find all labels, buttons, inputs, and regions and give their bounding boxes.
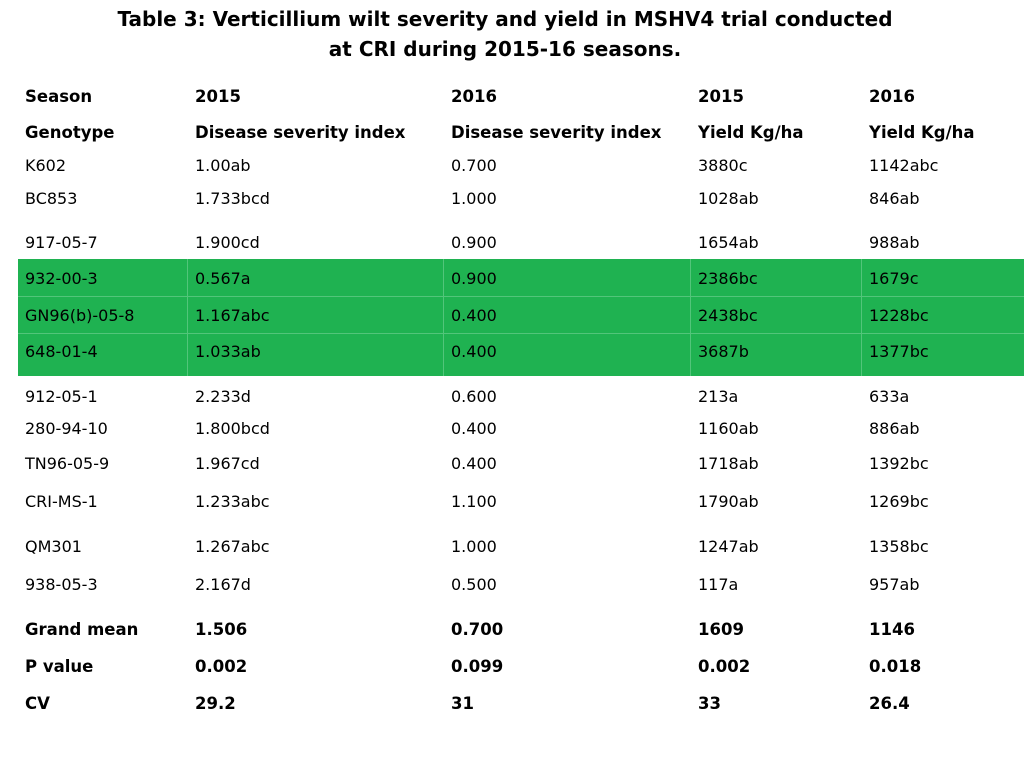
table-row [0,417,1024,441]
row-label: 932-00-3 [25,269,98,288]
table-cell: 1358bc [869,537,929,556]
summary-row [0,692,1024,716]
table-cell: 0.400 [451,306,497,325]
title-line-1: Table 3: Verticillium wilt severity and yield in MSHV4 trial conducted [117,7,893,31]
table-row [0,535,1024,559]
table-cell: 1609 [698,620,744,639]
table-cell: 1.267abc [195,537,270,556]
table-cell: 633a [869,387,910,406]
table-cell: 1.100 [451,492,497,511]
table-cell: 1146 [869,620,915,639]
table-cell: 1.900cd [195,233,260,252]
row-label: TN96-05-9 [25,454,110,473]
table-cell: 1.000 [451,537,497,556]
table-cell: 1718ab [698,454,759,473]
table-row [0,452,1024,476]
table-cell: 0.500 [451,575,497,594]
table-cell: 33 [698,694,721,713]
row-label: 938-05-3 [25,575,98,594]
table-cell: 0.018 [869,657,922,676]
row-label: GN96(b)-05-8 [25,306,135,325]
table-row [0,267,1024,291]
table-cell: 886ab [869,419,920,438]
row-label: 917-05-7 [25,233,98,252]
table-cell: 31 [451,694,474,713]
summary-row [0,618,1024,642]
table-cell: 1.506 [195,620,248,639]
table-cell: 0.099 [451,657,504,676]
table-cell: 2015 [698,87,744,106]
table-cell: 1.033ab [195,342,261,361]
table-cell: 0.900 [451,233,497,252]
table-cell: 1228bc [869,306,929,325]
table-cell: 0.002 [698,657,751,676]
table-row [0,573,1024,597]
row-label: QM301 [25,537,82,556]
table-cell: 2016 [451,87,497,106]
table-cell: 0.002 [195,657,248,676]
highlight-row-divider [18,296,1024,297]
table-cell: 0.400 [451,454,497,473]
table-row [0,154,1024,178]
table-cell: 1247ab [698,537,759,556]
row-label: CV [25,694,50,713]
row-label: Season [25,87,93,106]
row-label: P value [25,657,94,676]
table-row [0,187,1024,211]
table-title [0,4,1010,64]
table-cell: 2015 [195,87,241,106]
table-cell: 1377bc [869,342,929,361]
table-cell: 1790ab [698,492,759,511]
row-label: K602 [25,156,67,175]
row-label: BC853 [25,189,78,208]
row-label: Genotype [25,123,115,142]
title-line-2: at CRI during 2015-16 seasons. [328,37,682,61]
table-cell: 1.967cd [195,454,260,473]
table-cell: 1679c [869,269,919,288]
table-cell: 3880c [698,156,748,175]
table-cell: 1.167abc [195,306,270,325]
table-cell: 0.700 [451,620,504,639]
table-cell: Yield Kg/ha [698,123,804,142]
header-row [0,121,1024,145]
table-cell: 2386bc [698,269,758,288]
table-cell: 26.4 [869,694,910,713]
table-cell: 1392bc [869,454,929,473]
table-cell: 1142abc [869,156,939,175]
header-row [0,85,1024,109]
table-cell: 1269bc [869,492,929,511]
row-label: 280-94-10 [25,419,108,438]
table-cell: 3687b [698,342,749,361]
table-cell: 988ab [869,233,920,252]
table-cell: 2016 [869,87,915,106]
table-cell: 0.400 [451,342,497,361]
table-row [0,304,1024,328]
table-cell: 1.233abc [195,492,270,511]
row-label: 648-01-4 [25,342,98,361]
table-row [0,385,1024,409]
table-cell: 117a [698,575,739,594]
table-cell: 2.167d [195,575,251,594]
table-cell: 1.800bcd [195,419,270,438]
table-cell: 213a [698,387,739,406]
table-cell: 1160ab [698,419,759,438]
table-cell: 957ab [869,575,920,594]
table-cell: 0.700 [451,156,497,175]
row-label: CRI-MS-1 [25,492,98,511]
table-cell: 2.233d [195,387,251,406]
row-label: Grand mean [25,620,139,639]
row-label: 912-05-1 [25,387,98,406]
table-cell: 2438bc [698,306,758,325]
table-row [0,490,1024,514]
table-cell: Yield Kg/ha [869,123,975,142]
table-cell: 1.00ab [195,156,251,175]
table-cell: 1.733bcd [195,189,270,208]
summary-row [0,655,1024,679]
table-cell: 29.2 [195,694,236,713]
table-cell: 1654ab [698,233,759,252]
table-cell: 1028ab [698,189,759,208]
table-cell: 1.000 [451,189,497,208]
table-cell: 846ab [869,189,920,208]
table-row [0,340,1024,364]
table-cell: Disease severity index [195,123,406,142]
table-cell: 0.400 [451,419,497,438]
table-cell: 0.567a [195,269,251,288]
table-cell: Disease severity index [451,123,662,142]
highlight-row-divider [18,333,1024,334]
table-cell: 0.900 [451,269,497,288]
table-row [0,231,1024,255]
table-cell: 0.600 [451,387,497,406]
